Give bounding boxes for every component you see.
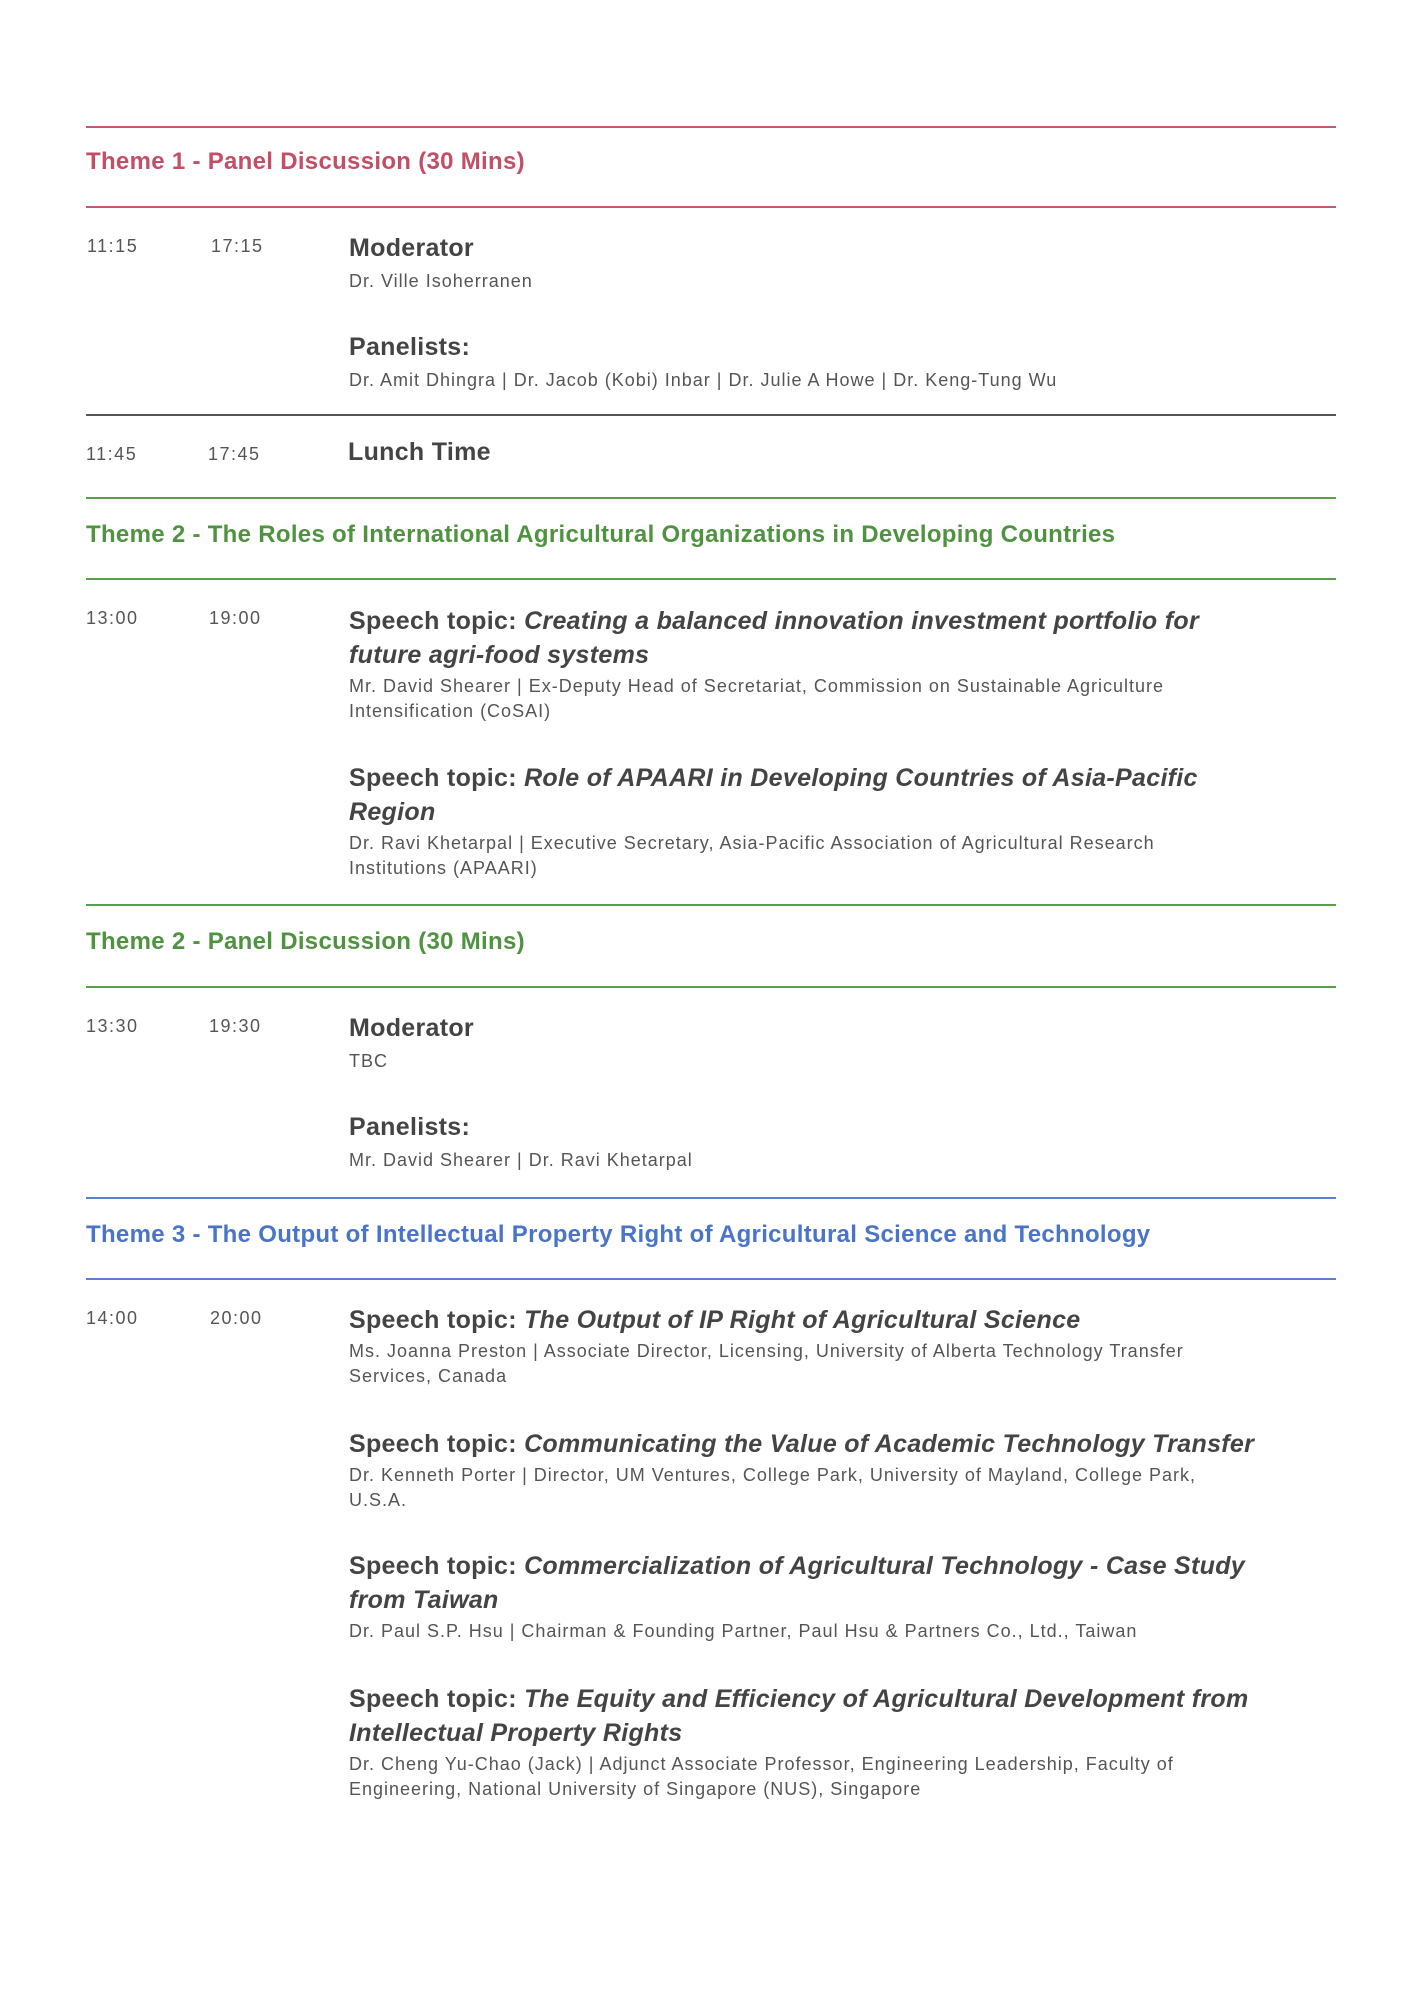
speaker-info <box>349 831 1339 881</box>
topic-title: Communicating the Value of Academic Technology Transfer <box>524 1430 1255 1458</box>
time-local: 11:15 <box>87 236 139 256</box>
lunch-time-alt: 17:45 <box>208 444 261 464</box>
panelists-names: Mr. David Shearer | Dr. Ravi Khetarpal <box>349 1150 693 1170</box>
speech-item <box>349 1682 1339 1802</box>
speaker-info <box>349 1463 1339 1513</box>
speech-item <box>349 1427 1339 1513</box>
divider <box>86 986 1336 988</box>
speaker-line: Institutions (APAARI) <box>349 858 538 878</box>
speech-label: Speech topic: <box>349 1552 517 1580</box>
moderator-block <box>349 234 1339 294</box>
moderator-block <box>349 1014 1339 1074</box>
time-local: 13:30 <box>86 1016 139 1036</box>
panelists-block <box>349 333 1339 393</box>
speech-item <box>349 761 1339 881</box>
panelists-block <box>349 1113 1339 1173</box>
divider <box>86 206 1336 208</box>
topic-title-cont: Region <box>349 798 436 826</box>
speaker-info <box>349 1339 1339 1389</box>
speaker-line: Ms. Joanna Preston | Associate Director, Licensing, University of Alberta Technology Transfer <box>349 1341 1184 1361</box>
moderator-name: Dr. Ville Isoherranen <box>349 271 533 291</box>
speech-topic <box>349 1303 1339 1337</box>
lunch-time-local: 11:45 <box>86 444 138 464</box>
moderator-name: TBC <box>349 1051 388 1071</box>
lunch-label: Lunch Time <box>348 438 491 466</box>
divider <box>86 497 1336 499</box>
speaker-info <box>349 1619 1339 1644</box>
speaker-line: U.S.A. <box>349 1490 408 1510</box>
speech-label: Speech topic: <box>349 1430 517 1458</box>
topic-title-cont: future agri-food systems <box>349 641 650 669</box>
speech-label: Speech topic: <box>349 1306 517 1334</box>
speaker-line: Dr. Ravi Khetarpal | Executive Secretary, Asia-Pacific Association of Agricultural Research <box>349 833 1155 853</box>
topic-title: Creating a balanced innovation investment portfolio for <box>524 607 1199 635</box>
speaker-line: Dr. Kenneth Porter | Director, UM Ventures, College Park, University of Mayland, College Park, <box>349 1465 1196 1485</box>
speaker-line: Intensification (CoSAI) <box>349 701 552 721</box>
divider <box>86 126 1336 128</box>
time-alt: 20:00 <box>210 1308 263 1328</box>
speech-topic <box>349 1549 1339 1617</box>
speaker-line: Dr. Cheng Yu-Chao (Jack) | Adjunct Associate Professor, Engineering Leadership, Faculty of <box>349 1754 1174 1774</box>
panelists-label: Panelists: <box>349 1113 471 1141</box>
speech-label: Speech topic: <box>349 764 517 792</box>
panelists-names: Dr. Amit Dhingra | Dr. Jacob (Kobi) Inbar | Dr. Julie A Howe | Dr. Keng-Tung Wu <box>349 370 1058 390</box>
speech-topic <box>349 761 1339 829</box>
moderator-label: Moderator <box>349 234 474 262</box>
theme2-title: Theme 2 - The Roles of International Agricultural Organizations in Developing Countries <box>86 521 1116 548</box>
topic-title: The Equity and Efficiency of Agricultural Development from <box>524 1685 1249 1713</box>
divider <box>86 578 1336 580</box>
time-alt: 19:00 <box>209 608 262 628</box>
speaker-info <box>349 674 1339 724</box>
speech-item <box>349 1549 1339 1644</box>
speaker-line: Services, Canada <box>349 1366 508 1386</box>
speaker-line: Dr. Paul S.P. Hsu | Chairman & Founding Partner, Paul Hsu & Partners Co., Ltd., Taiwan <box>349 1621 1138 1641</box>
speech-topic <box>349 604 1339 672</box>
time-local: 13:00 <box>86 608 139 628</box>
divider <box>86 1278 1336 1280</box>
speaker-line: Engineering, National University of Singapore (NUS), Singapore <box>349 1779 922 1799</box>
theme3-title: Theme 3 - The Output of Intellectual Property Right of Agricultural Science and Technology <box>86 1221 1151 1248</box>
topic-title-cont: from Taiwan <box>349 1586 499 1614</box>
topic-title: Role of APAARI in Developing Countries of Asia-Pacific <box>524 764 1198 792</box>
speech-topic <box>349 1427 1339 1461</box>
theme1-panel-title: Theme 1 - Panel Discussion (30 Mins) <box>86 148 525 175</box>
speech-item <box>349 604 1339 724</box>
time-alt: 19:30 <box>209 1016 262 1036</box>
moderator-label: Moderator <box>349 1014 474 1042</box>
divider <box>86 904 1336 906</box>
topic-title: The Output of IP Right of Agricultural Science <box>524 1306 1081 1334</box>
speech-topic <box>349 1682 1339 1750</box>
topic-title-cont: Intellectual Property Rights <box>349 1719 683 1747</box>
time-local: 14:00 <box>86 1308 139 1328</box>
speech-label: Speech topic: <box>349 607 517 635</box>
theme2-panel-title: Theme 2 - Panel Discussion (30 Mins) <box>86 928 525 955</box>
speech-item <box>349 1303 1339 1389</box>
divider <box>86 414 1336 416</box>
speaker-info <box>349 1752 1339 1802</box>
time-alt: 17:15 <box>211 236 264 256</box>
divider <box>86 1197 1336 1199</box>
speaker-line: Mr. David Shearer | Ex-Deputy Head of Secretariat, Commission on Sustainable Agriculture <box>349 676 1165 696</box>
panelists-label: Panelists: <box>349 333 471 361</box>
speech-label: Speech topic: <box>349 1685 517 1713</box>
topic-title: Commercialization of Agricultural Technology - Case Study <box>524 1552 1245 1580</box>
